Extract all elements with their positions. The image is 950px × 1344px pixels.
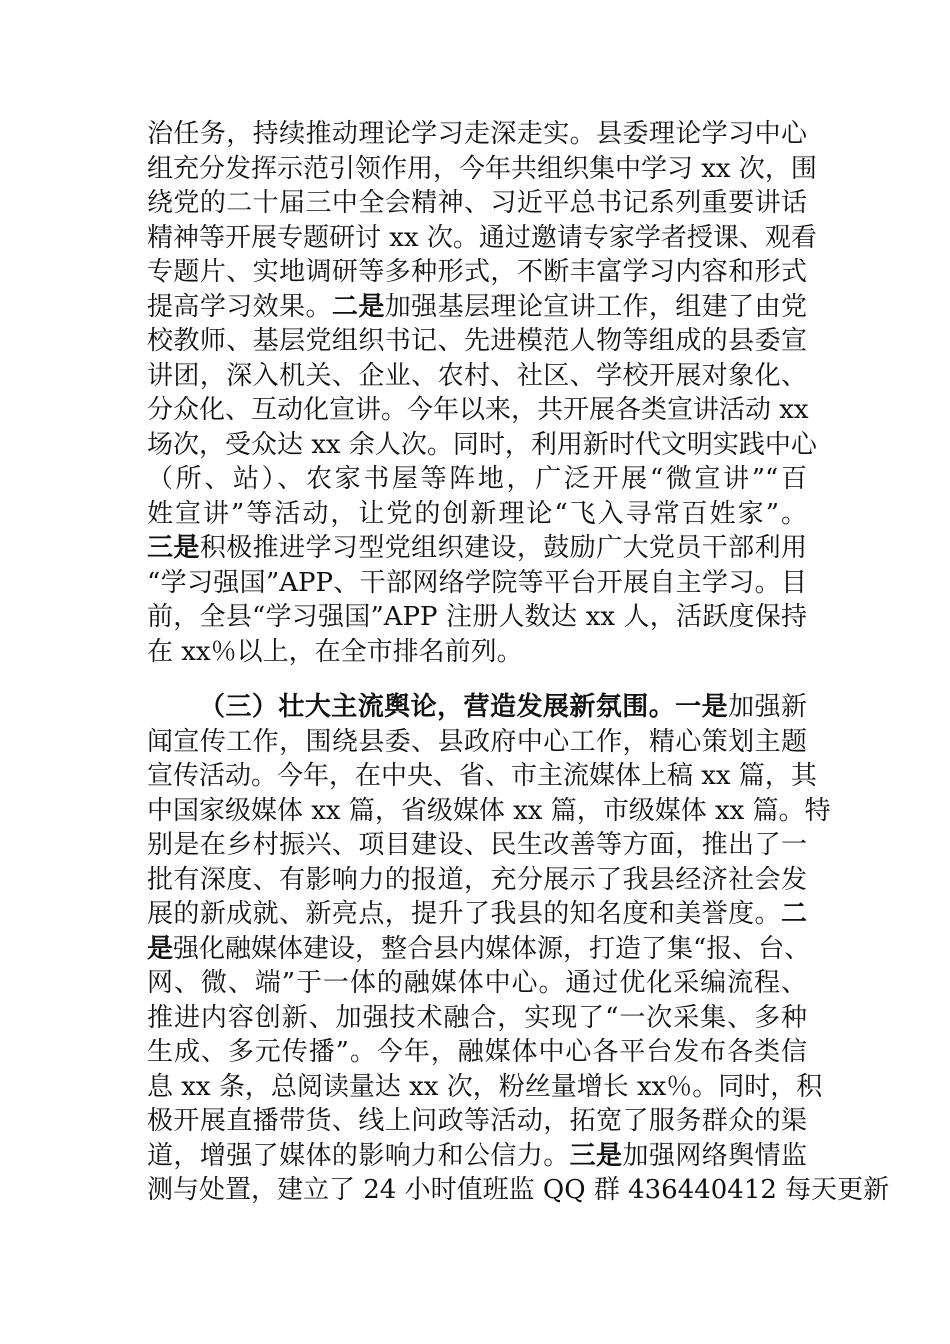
paragraph-1-line xyxy=(147,255,807,290)
paragraph-1-line xyxy=(147,600,807,635)
paragraph-2-line xyxy=(147,897,807,932)
text-run: 闻宣传工作，围绕县委、县政府中心工作，精心策划主题 xyxy=(147,726,807,757)
text-run: 道，增强了媒体的影响力和公信力。 xyxy=(147,1140,570,1171)
paragraph-1-line xyxy=(147,635,807,670)
paragraph-1-line xyxy=(147,290,807,325)
bold-marker: 三是 xyxy=(569,1140,623,1171)
text-run: 加强基层理论宣讲工作，组建了由党 xyxy=(384,291,807,322)
text-run: 积极推进学习型党组织建设，鼓励广大党员干部利用 xyxy=(199,533,807,563)
section-heading: （三）壮大主流舆论，营造发展新氛围。一是 xyxy=(199,692,729,722)
paragraph-1-line xyxy=(147,117,807,152)
text-run: 精神等开展专题研讨 xx 次。通过邀请专家学者授课、观看 xyxy=(147,222,817,253)
text-run: “学习强国”APP、干部网络学院等平台开展自主学习。目 xyxy=(147,567,807,598)
text-run: 中国家级媒体 xx 篇，省级媒体 xx 篇，市级媒体 xx 篇。特 xyxy=(147,795,831,826)
text-run: （所、站）、农家书屋等阵地，广泛开展“微宣讲”“百 xyxy=(147,464,807,494)
text-run: 测与处置，建立了 24 小时值班监 QQ 群 436440412 每天更新 xyxy=(147,1175,890,1205)
paragraph-2-line xyxy=(147,794,831,829)
paragraph-1-line xyxy=(147,393,807,428)
text-run: 加强网络舆情监 xyxy=(622,1140,807,1171)
paragraph-2-line xyxy=(147,690,807,725)
paragraph-2-line xyxy=(147,863,807,898)
text-run: 专题片、实地调研等多种形式，不断丰富学习内容和形式 xyxy=(147,257,807,287)
paragraph-2-line xyxy=(147,725,807,760)
paragraph-2-line xyxy=(147,1001,807,1036)
bold-marker: 二是 xyxy=(331,291,385,322)
paragraph-1-line xyxy=(147,221,817,256)
paragraph-1 xyxy=(147,117,817,669)
text-run: 组充分发挥示范引领作用，今年共组织集中学习 xx 次，围 xyxy=(147,153,817,184)
text-run: 批有深度、有影响力的报道，充分展示了我县经济社会发 xyxy=(147,864,807,895)
text-run: 展的新成就、新亮点，提升了我县的知名度和美誉度。 xyxy=(147,899,781,929)
paragraph-1-line xyxy=(147,186,807,221)
text-run: 讲团，深入机关、企业、农村、社区、学校开展对象化、 xyxy=(147,360,807,391)
bold-marker: 二 xyxy=(780,899,807,929)
text-run: 治任务，持续推动理论学习走深走实。县委理论学习中心 xyxy=(147,119,807,149)
paragraph-1-line xyxy=(147,531,807,566)
text-run: 分众化、互动化宣讲。今年以来，共开展各类宣讲活动 xx xyxy=(147,395,809,425)
bold-marker: 是 xyxy=(147,933,174,964)
text-run: 绕党的二十届三中全会精神、习近平总书记系列重要讲话 xyxy=(147,188,807,218)
text-run: 在 xx％以上，在全市排名前列。 xyxy=(147,636,523,667)
paragraph-1-line xyxy=(147,152,817,187)
paragraph-1-line xyxy=(147,462,807,497)
paragraph-2-line xyxy=(147,1173,890,1208)
paragraph-2-line xyxy=(147,1104,807,1139)
text-run: 加强新 xyxy=(728,692,807,722)
paragraph-2-line xyxy=(147,759,817,794)
paragraph-2 xyxy=(147,690,890,1208)
text-run: 生成、多元传播”。今年，融媒体中心各平台发布各类信 xyxy=(147,1037,807,1067)
paragraph-1-line xyxy=(147,324,807,359)
paragraph-2-line xyxy=(147,1139,807,1174)
text-run: 推进内容创新、加强技术融合，实现了“一次采集、多种 xyxy=(147,1002,807,1033)
paragraph-2-line xyxy=(147,828,807,863)
text-run: 提高学习效果。 xyxy=(147,291,332,322)
paragraph-2-line xyxy=(147,1070,823,1105)
text-run: 息 xx 条，总阅读量达 xx 次，粉丝量增长 xx％。同时，积 xyxy=(147,1071,823,1102)
text-run: 强化融媒体建设，整合县内媒体源，打造了集“报、台、 xyxy=(173,933,811,964)
paragraph-2-line xyxy=(147,966,807,1001)
paragraph-1-line xyxy=(147,566,807,601)
text-run: 宣传活动。今年，在中央、省、市主流媒体上稿 xx 篇，其 xyxy=(147,761,817,791)
bold-marker: 三是 xyxy=(147,533,200,563)
text-run: 极开展直播带货、线上问政等活动，拓宽了服务群众的渠 xyxy=(147,1106,807,1136)
paragraph-1-line xyxy=(147,497,807,532)
text-run: 网、微、端”于一体的融媒体中心。通过优化采编流程、 xyxy=(147,968,807,998)
paragraph-2-line xyxy=(147,1035,807,1070)
text-run: 场次，受众达 xx 余人次。同时，利用新时代文明实践中心 xyxy=(147,429,817,460)
text-run: 校教师、基层党组织书记、先进模范人物等组成的县委宣 xyxy=(147,326,807,356)
paragraph-1-line xyxy=(147,428,817,463)
paragraph-2-line xyxy=(147,932,811,967)
text-run: 前，全县“学习强国”APP 注册人数达 xx 人，活跃度保持 xyxy=(147,602,807,632)
paragraph-1-line xyxy=(147,359,807,394)
text-run: 别是在乡村振兴、项目建设、民生改善等方面，推出了一 xyxy=(147,830,807,860)
text-run: 姓宣讲”等活动，让党的创新理论“飞入寻常百姓家”。 xyxy=(147,498,807,529)
